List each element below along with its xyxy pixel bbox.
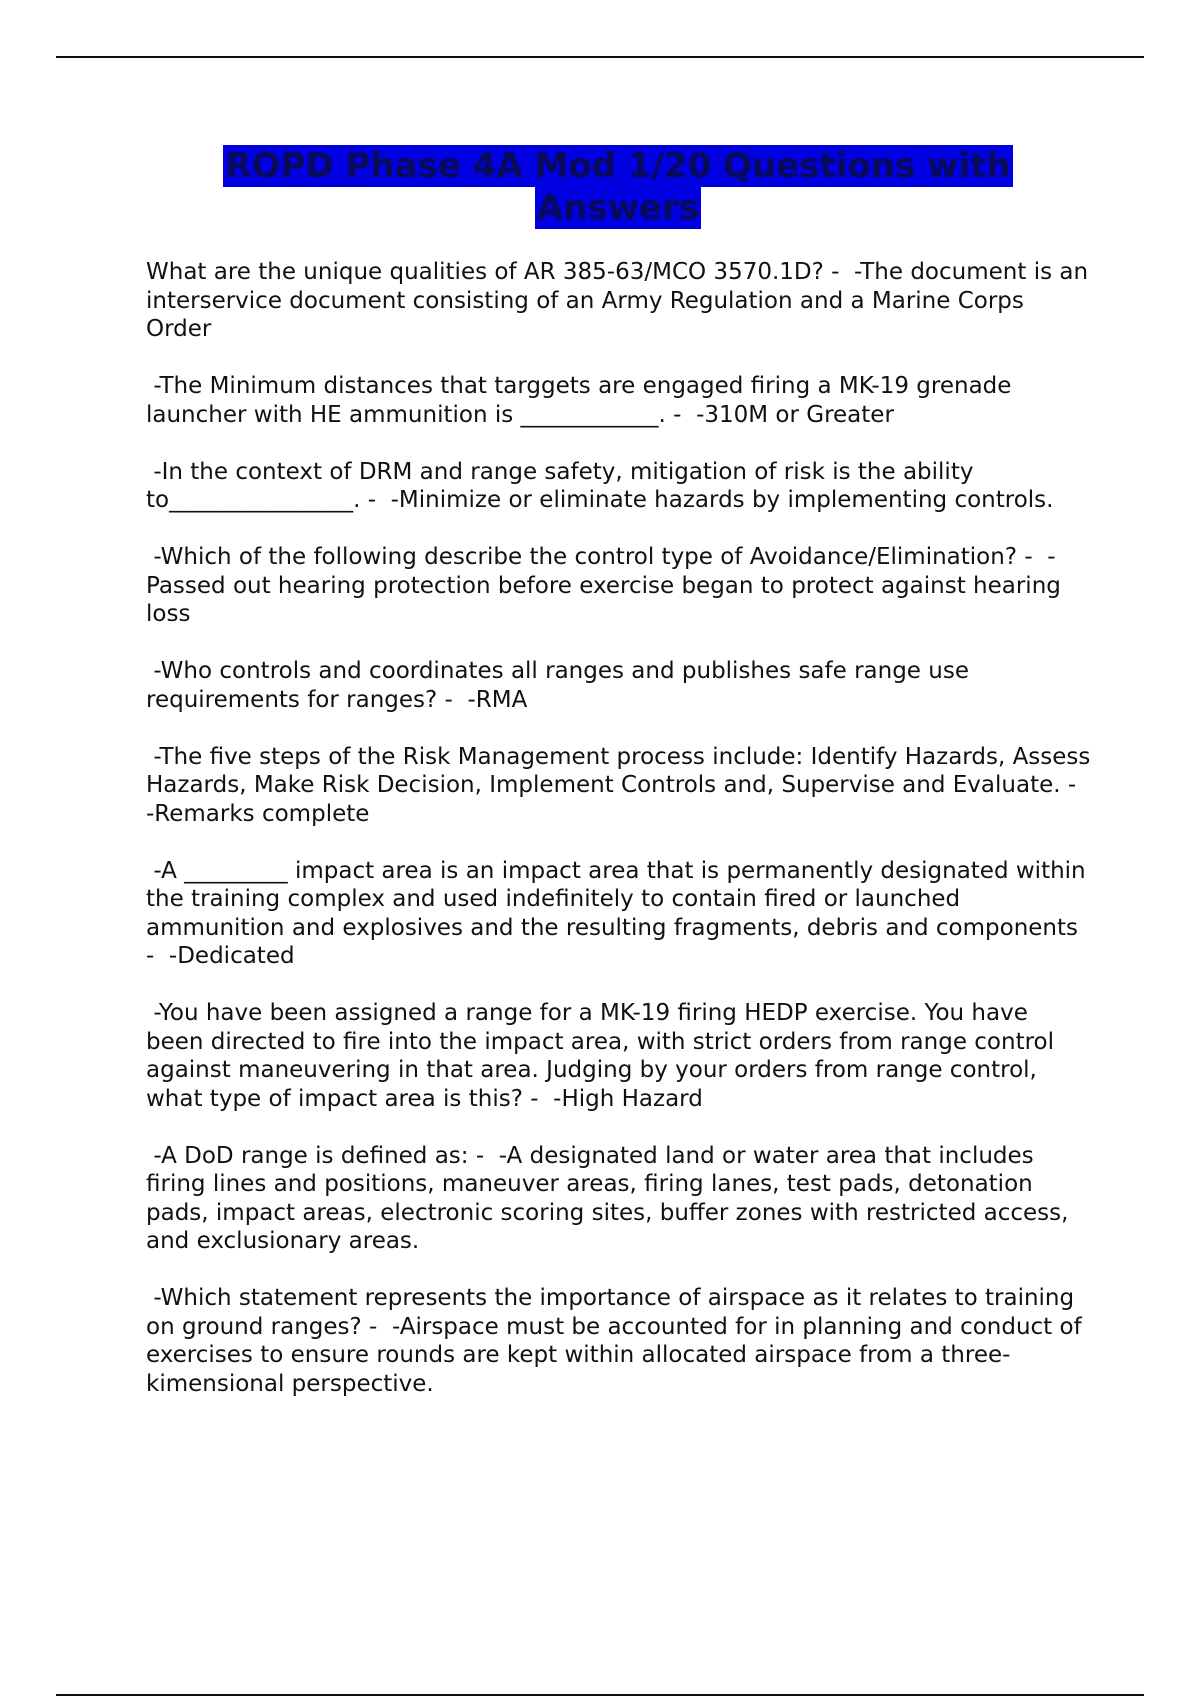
qa-item-6: -The five steps of the Risk Management process include: Identify Hazards, Assess Hazards, Make Risk Decision, Implement Controls and, Supervise and Evaluate. - -Remarks complete (146, 743, 1098, 827)
qa-item-9: -A DoD range is defined as: - -A designated land or water area that includes firing lines and positions, maneuver areas, firing lanes, test pads, detonation pads, impact areas, electronic scoring sites, buffer zones with restricted access, and exclusionary areas. (146, 1142, 1076, 1254)
title-line-2: Answers (536, 188, 700, 228)
qa-item-10: -Which statement represents the importance of airspace as it relates to training on ground ranges? - -Airspace must be accounted for in planning and conduct of exercises to ensure rounds are kept within allocated airspace from a three-kimensional perspective. (146, 1285, 1089, 1397)
qa-item-3: -In the context of DRM and range safety, mitigation of risk is the ability to________________. - -Minimize or eliminate hazards by implementing controls. (146, 458, 1054, 513)
title-line-1: ROPD Phase 4A Mod 1/20 Questions with (225, 146, 1011, 186)
qa-item-8: -You have been assigned a range for a MK-19 firing HEDP exercise. You have been directed to fire into the impact area, with strict orders from range control against maneuvering in that area. Judging by your orders from range control, what type of impact area is this? - -High Hazard (146, 1000, 1062, 1112)
bottom-rule (56, 1694, 1144, 1696)
qa-item-5: -Who controls and coordinates all ranges and publishes safe range use requirements for ranges? - -RMA (146, 658, 977, 713)
document-title (146, 145, 1090, 229)
qa-list (146, 258, 1098, 1427)
qa-item-4: -Which of the following describe the control type of Avoidance/Elimination? - -Passed out hearing protection before exercise began to protect against hearing loss (146, 544, 1069, 627)
qa-item-7: -A _________ impact area is an impact area that is permanently designated within the training complex and used indefinitely to contain fired or launched ammunition and explosives and the resulting fragments, debris and components - -Dedicated (146, 857, 1093, 969)
qa-item-2: -The Minimum distances that targgets are engaged firing a MK-19 grenade launcher with HE ammunition is ____________. - -310M or Greater (146, 373, 1019, 428)
top-rule (56, 56, 1144, 58)
qa-item-1: What are the unique qualities of AR 385-63/MCO 3570.1D? - -The document is an interservice document consisting of an Army Regulation and a Marine Corps Order (146, 259, 1096, 342)
